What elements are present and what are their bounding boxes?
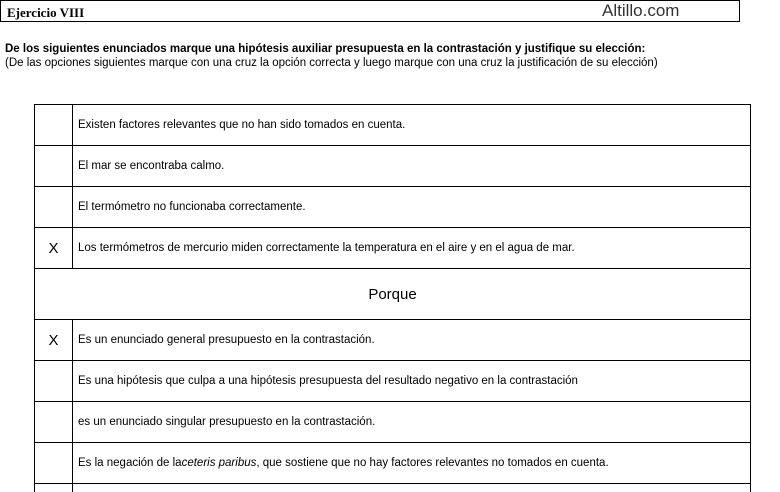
justification-mark-cell[interactable] [35, 443, 73, 483]
exercise-title: Ejercicio VIII [7, 5, 85, 20]
option-mark-cell[interactable]: X [35, 228, 73, 268]
justification-row[interactable] [35, 402, 750, 443]
answer-table [34, 104, 751, 492]
justification-mark-cell[interactable] [35, 402, 73, 442]
justification-text: Es un enunciado general presupuesto en la contrastación. [78, 334, 375, 346]
site-watermark: Altillo.com [602, 1, 680, 20]
justification-text-italic: ceteris paribus [181, 457, 257, 469]
justification-row[interactable] [35, 361, 750, 402]
table-continuation [35, 484, 750, 492]
justification-row[interactable] [35, 320, 750, 361]
option-mark-cell[interactable] [35, 105, 73, 145]
option-row[interactable] [35, 187, 750, 228]
justification-text: Es una hipótesis que culpa a una hipótesis presupuesta del resultado negativo en la contrastación [78, 375, 578, 387]
continuation-mark-cell [35, 484, 73, 492]
option-row[interactable] [35, 228, 750, 269]
option-row[interactable] [35, 105, 750, 146]
porque-separator: Porque [35, 269, 750, 320]
justification-text-before: Es la negación de la [78, 457, 182, 469]
option-text: Existen factores relevantes que no han sido tomados en cuenta. [78, 119, 406, 131]
justification-mark-cell[interactable]: X [35, 320, 73, 360]
justification-text [73, 443, 750, 483]
instruction-detail: (De las opciones siguientes marque con una cruz la opción correcta y luego marque con una cruz la justificación de su elección) [5, 57, 658, 69]
instruction-main: De los siguientes enunciados marque una hipótesis auxiliar presupuesta en la contrastación y justifique su elección: [5, 43, 646, 55]
justification-text-after: , que sostiene que no hay factores relevantes no tomados en cuenta. [256, 457, 609, 469]
justification-text: es un enunciado singular presupuesto en la contrastación. [78, 416, 376, 428]
justification-row[interactable] [35, 443, 750, 484]
option-text: El mar se encontraba calmo. [78, 160, 225, 172]
continuation-text-cell [73, 484, 750, 492]
justification-mark-cell[interactable] [35, 361, 73, 401]
option-mark-cell[interactable] [35, 146, 73, 186]
option-text: Los termómetros de mercurio miden correctamente la temperatura en el aire y en el agua de mar. [78, 242, 575, 254]
option-row[interactable] [35, 146, 750, 187]
option-mark-cell[interactable] [35, 187, 73, 227]
option-text: El termómetro no funcionaba correctamente. [78, 201, 306, 213]
